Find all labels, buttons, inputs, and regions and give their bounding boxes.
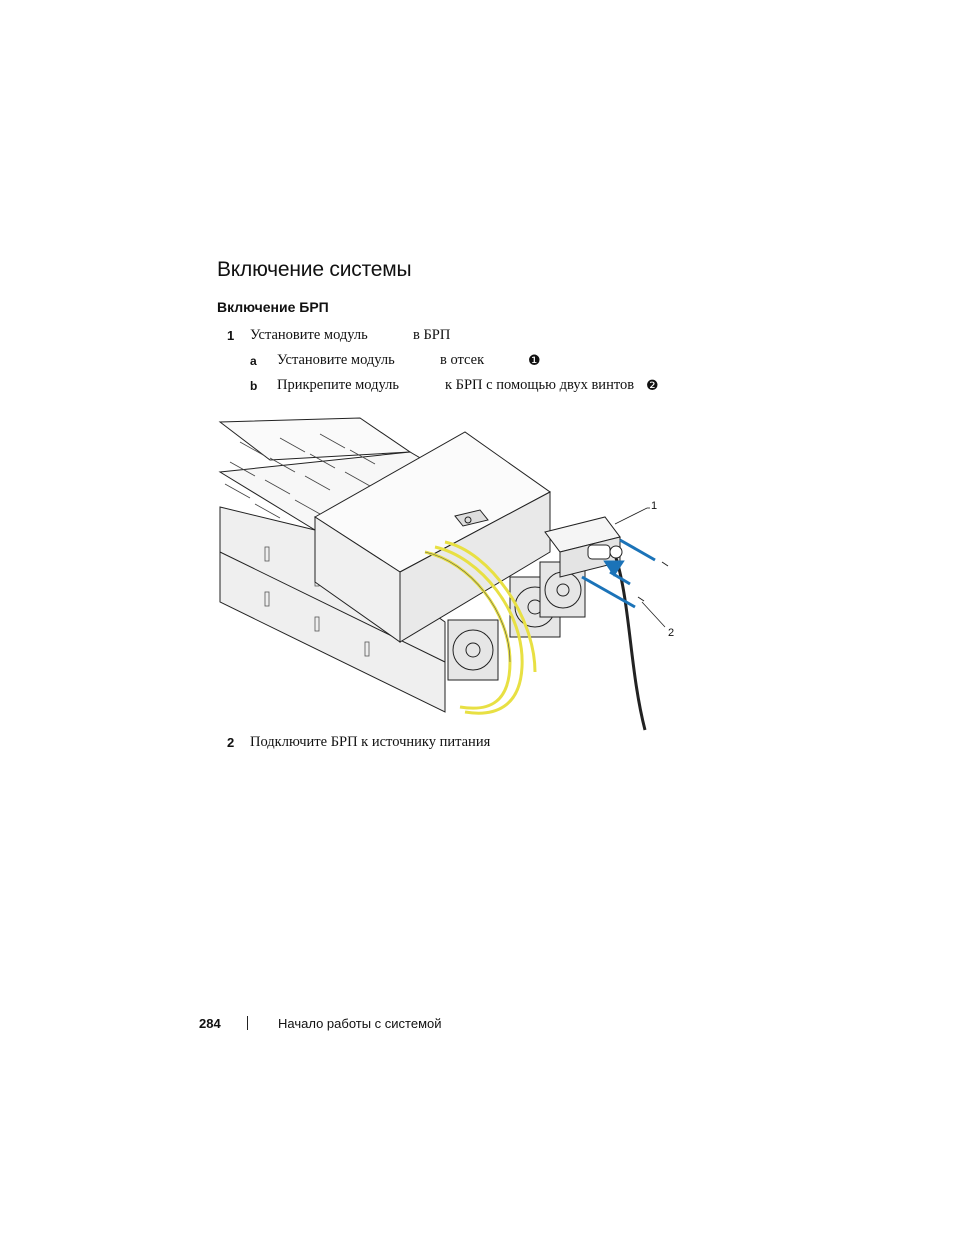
footer-section-title: Начало работы с системой xyxy=(278,1016,442,1031)
footer-divider xyxy=(247,1016,248,1030)
step-1-text-end: в БРП xyxy=(413,327,451,343)
step-1a-letter: a xyxy=(250,354,257,368)
step-1a-text-end: в отсек xyxy=(440,352,485,368)
step-1b-letter: b xyxy=(250,379,258,393)
step-1-number: 1 xyxy=(227,328,235,343)
figure-callout-1: 1 xyxy=(651,500,658,512)
section-subtitle: Включение БРП xyxy=(217,299,329,315)
figure-callout-2: 2 xyxy=(668,627,675,639)
page-title: Включение системы xyxy=(217,258,412,281)
server-psu-illustration xyxy=(210,412,690,734)
callout-1-marker: ❶ xyxy=(528,352,541,368)
page-number: 284 xyxy=(199,1016,221,1031)
callout-2-marker: ❷ xyxy=(646,377,659,393)
step-1-text-start: Установите модуль xyxy=(250,327,368,343)
step-2-number: 2 xyxy=(227,735,235,750)
step-1b-text-end: к БРП с помощью двух винтов xyxy=(445,377,635,393)
step-2-text: Подключите БРП к источнику питания xyxy=(250,734,491,750)
step-1b-text-start: Прикрепите модуль xyxy=(277,377,399,393)
step-1a-text-start: Установите модуль xyxy=(277,352,395,368)
